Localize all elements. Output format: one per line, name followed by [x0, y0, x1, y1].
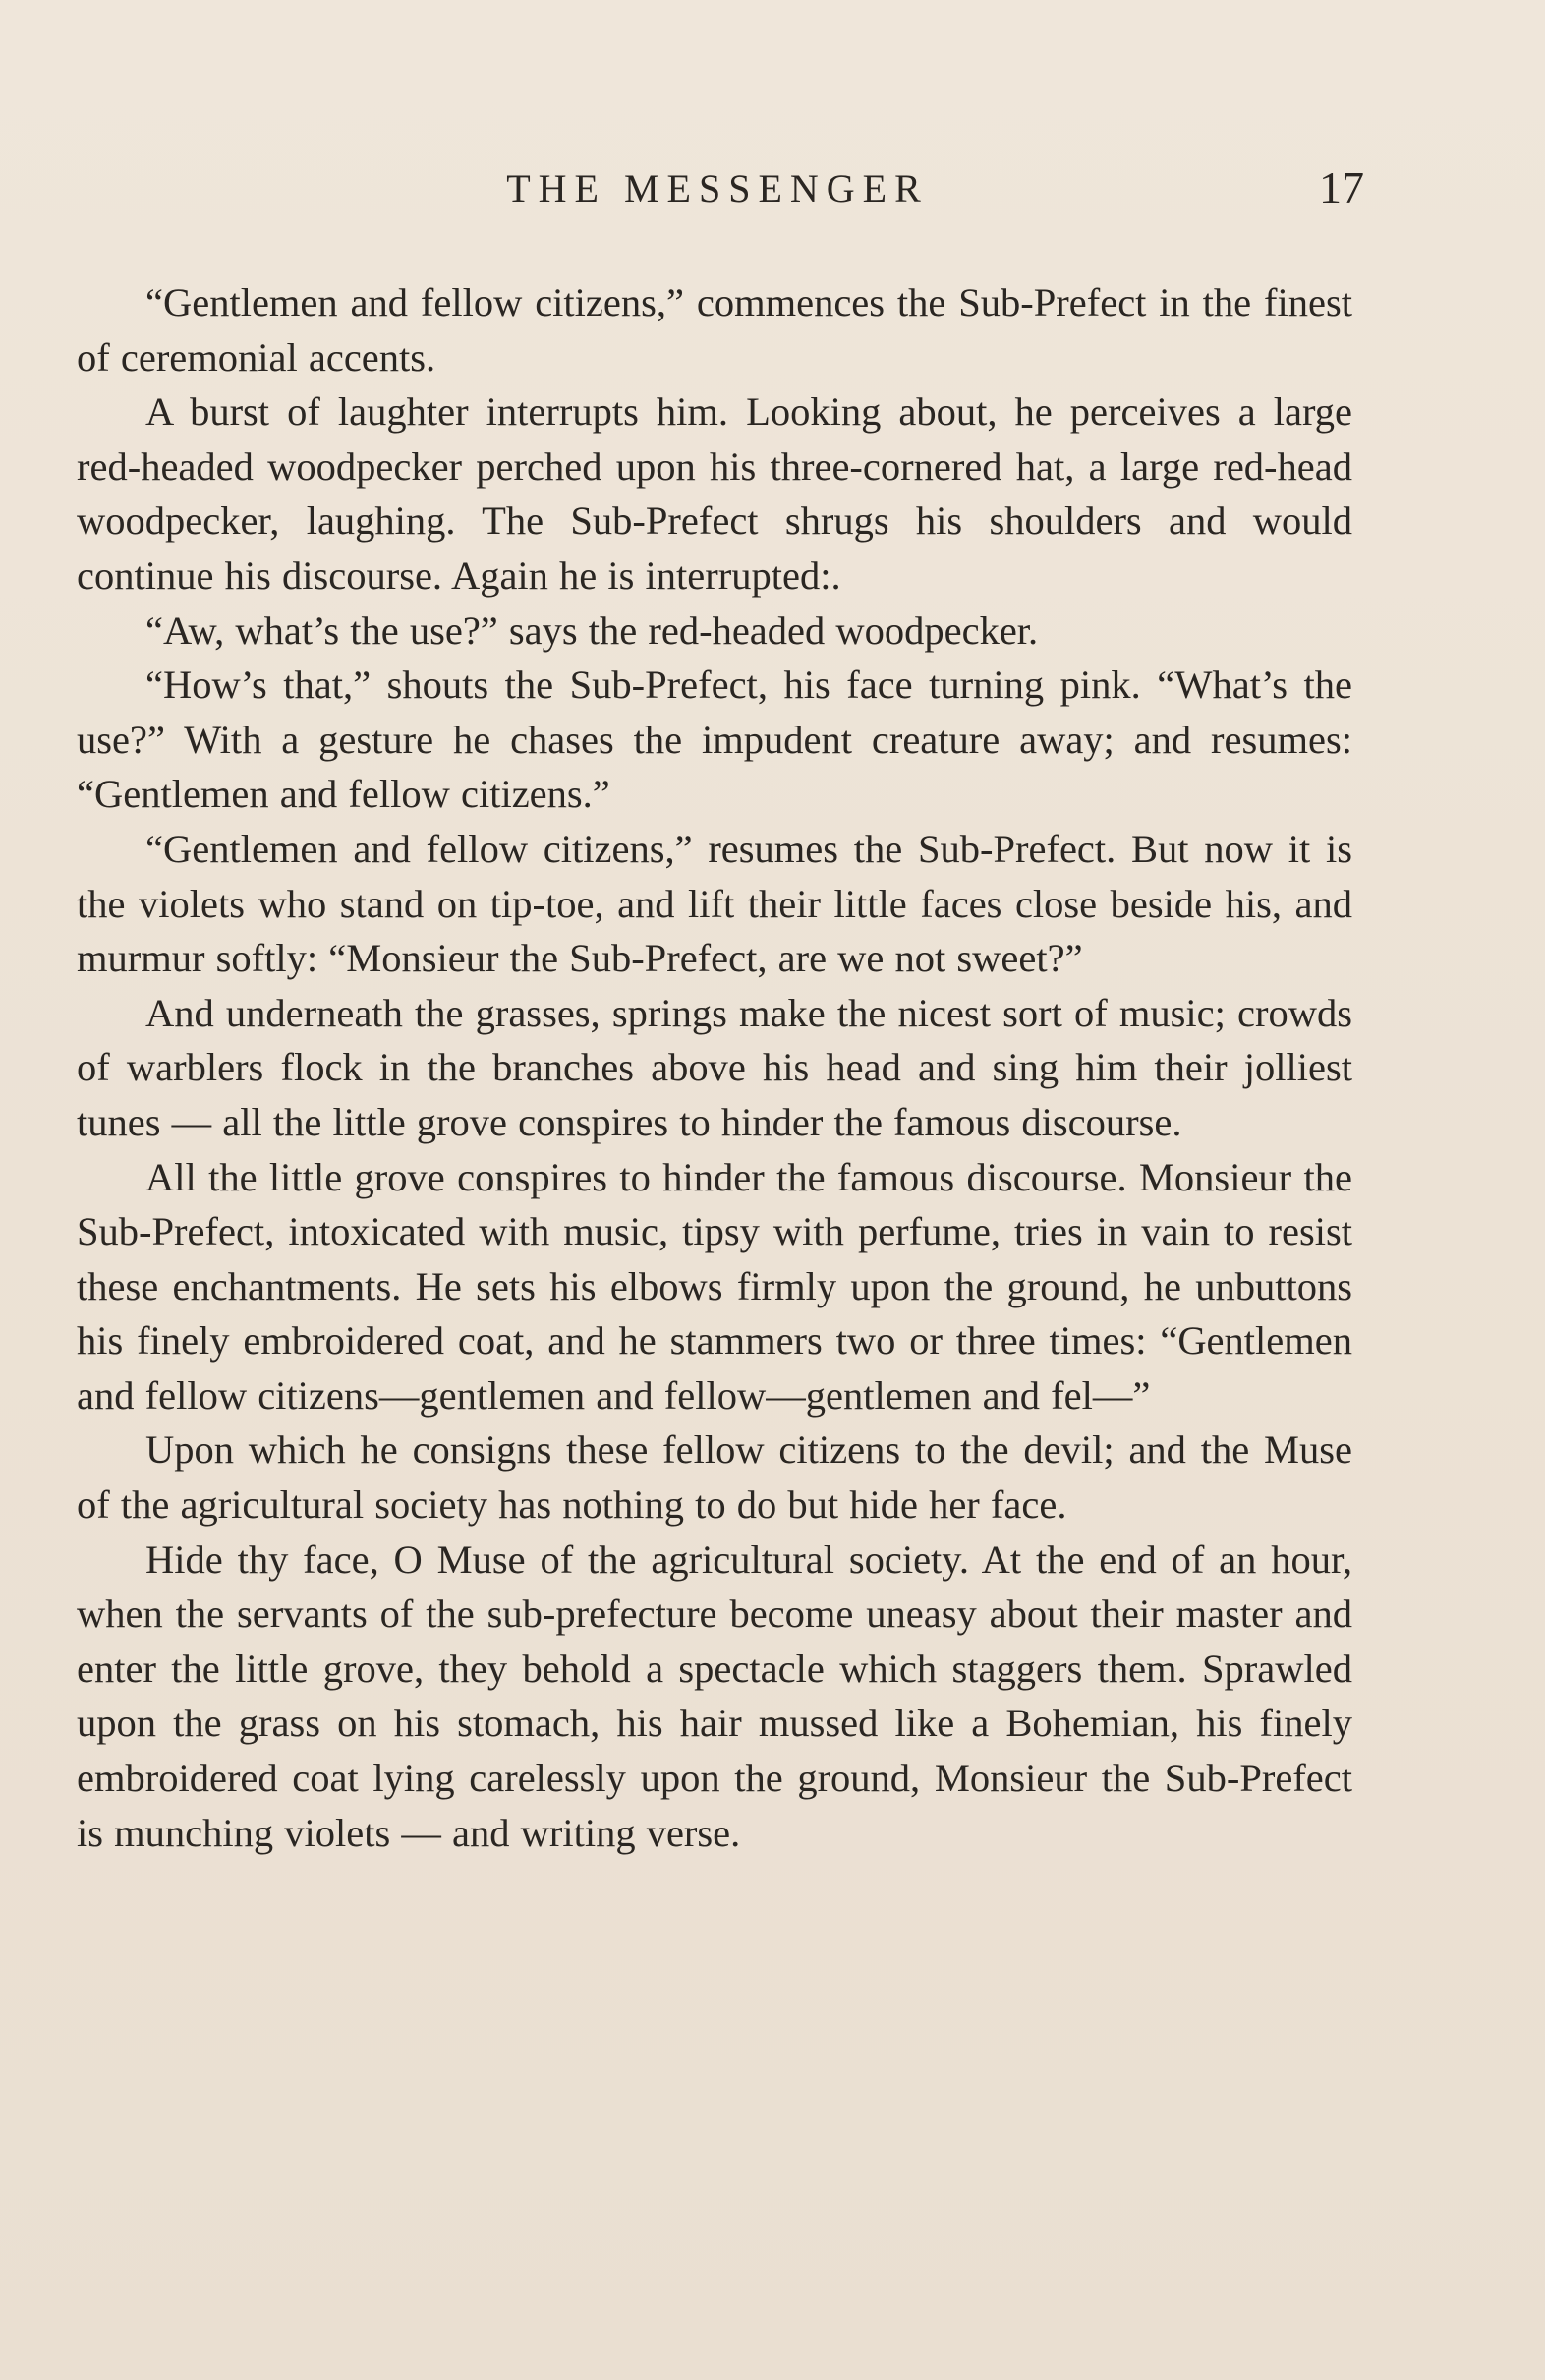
paragraph: All the little grove conspires to hinder the famous discourse. Monsieur the Sub-Prefect, intoxicated with music, tipsy with perfume, tries in vain to resist these enchantments. He sets his elbows firmly upon the ground, he unbuttons his finely embroidered coat, and he stammers two or three times: “Gentlemen and fellow citizens—gentlemen and fellow—gentlemen and fel—”	[77, 1154, 1352, 1418]
paragraph: A burst of laughter interrupts him. Looking about, he perceives a large red-headed woodpecker perched upon his three-cornered hat, a large red-head woodpecker, laughing. The Sub-Prefect shrugs his shoulders and would continue his discourse. Again he is interrupted:.	[77, 389, 1352, 598]
paragraph: “Aw, what’s the use?” says the red-headed woodpecker.	[145, 608, 1039, 653]
page-number: 17	[1319, 162, 1364, 212]
paragraph: “Gentlemen and fellow citizens,” resumes the Sub-Prefect. But now it is the violets who stand on tip-toe, and lift their little faces close beside his, and murmur softly: “Monsieur the Sub-Prefect, are we not sweet?”	[77, 826, 1352, 981]
paragraph: Hide thy face, O Muse of the agricultural society. At the end of an hour, when the servants of the sub-prefecture become uneasy about their master and enter the little grove, they behold a spectacle which staggers them. Sprawled upon the grass on his stomach, his hair mussed like a Bohemian, his finely embroidered coat lying carelessly upon the ground, Monsieur the Sub-Prefect is munching violets — and writing verse.	[77, 1537, 1352, 1855]
paragraph: And underneath the grasses, springs make the nicest sort of music; crowds of warblers flock in the branches above his head and sing him their jolliest tunes — all the little grove conspires to hinder the famous discourse.	[77, 990, 1352, 1144]
running-title: THE MESSENGER	[506, 166, 929, 210]
paragraph: “How’s that,” shouts the Sub-Prefect, his face turning pink. “What’s the use?” With a gesture he chases the impudent creature away; and resumes: “Gentlemen and fellow citizens.”	[77, 663, 1352, 817]
running-head	[79, 162, 1364, 214]
body-text	[77, 275, 1352, 1860]
paragraph: Upon which he consigns these fellow citizens to the devil; and the Muse of the agricultural society has nothing to do but hide her face.	[77, 1427, 1352, 1528]
paragraph: “Gentlemen and fellow citizens,” commences the Sub-Prefect in the finest of ceremonial accents.	[77, 280, 1352, 379]
